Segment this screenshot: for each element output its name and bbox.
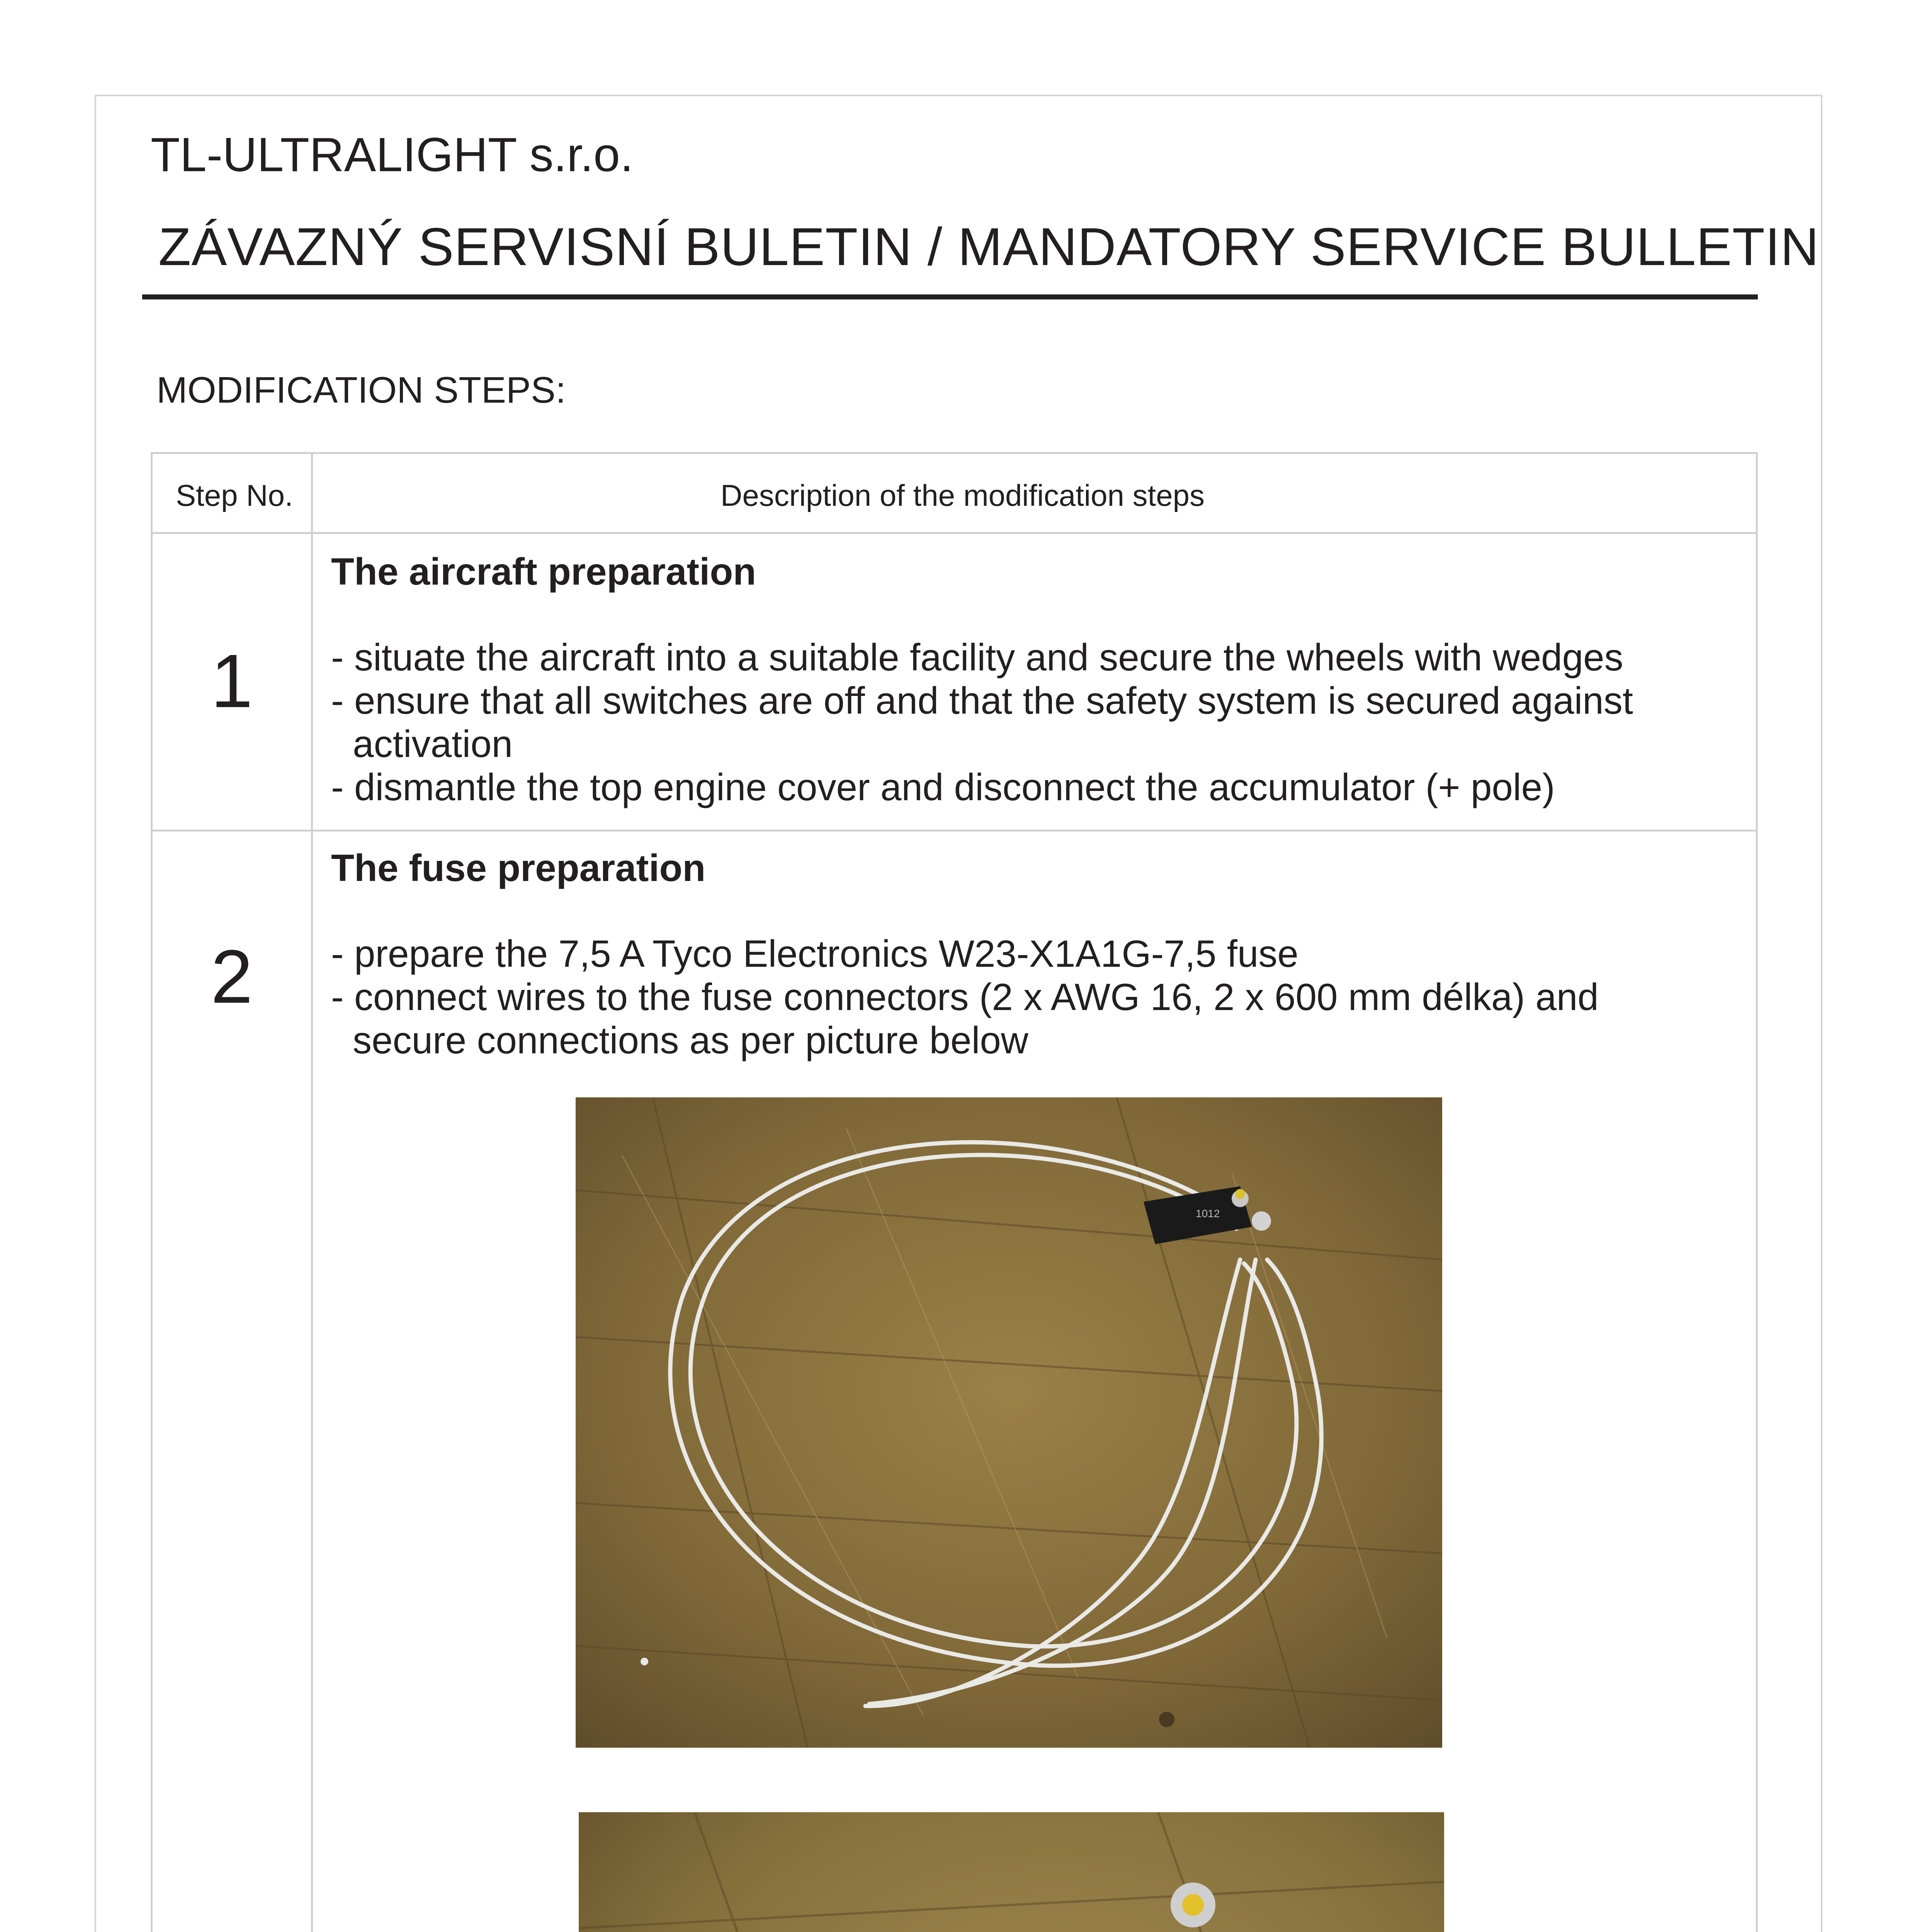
- company-name: TL-ULTRALIGHT s.r.o.: [151, 128, 634, 182]
- column-header-description: Description of the modification steps: [721, 478, 1205, 512]
- bulletin-title: ZÁVAZNÝ SERVISNÍ BULETIN / MANDATORY SERVICE BULLETIN: [158, 217, 1819, 277]
- header-rule: [142, 294, 1758, 299]
- row-divider: [153, 830, 1756, 832]
- fuse-label-small: 1012: [1196, 1208, 1220, 1219]
- section-heading: MODIFICATION STEPS:: [156, 369, 566, 411]
- step-line: - situate the aircraft into a suitable facility and secure the wheels with wedges: [331, 636, 1623, 679]
- step-title: The aircraft preparation: [331, 550, 756, 593]
- step-line: secure connections as per picture below: [353, 1019, 1028, 1061]
- modification-steps-table: [151, 452, 1758, 1932]
- column-header-step: Step No.: [176, 478, 293, 512]
- step-line: - prepare the 7,5 A Tyco Electronics W23-X1A1G-7,5 fuse: [331, 932, 1298, 975]
- step-line: activation: [353, 723, 513, 765]
- step-line: - ensure that all switches are off and that the safety system is secured against: [331, 679, 1633, 722]
- step-line: - connect wires to the fuse connectors (2 x AWG 16, 2 x 600 mm délka) and: [331, 976, 1599, 1018]
- step-description: [331, 636, 1633, 809]
- header-row-divider: [153, 532, 1756, 534]
- fuse-wiring-photo: [576, 1097, 1442, 1748]
- fuse-closeup-photo: [579, 1812, 1444, 1932]
- step-description: [331, 932, 1599, 1062]
- column-divider: [311, 454, 313, 1932]
- step-number: 2: [211, 934, 253, 1019]
- step-number: 1: [211, 639, 253, 723]
- step-line: - dismantle the top engine cover and disconnect the accumulator (+ pole): [331, 766, 1555, 808]
- step-title: The fuse preparation: [331, 847, 706, 889]
